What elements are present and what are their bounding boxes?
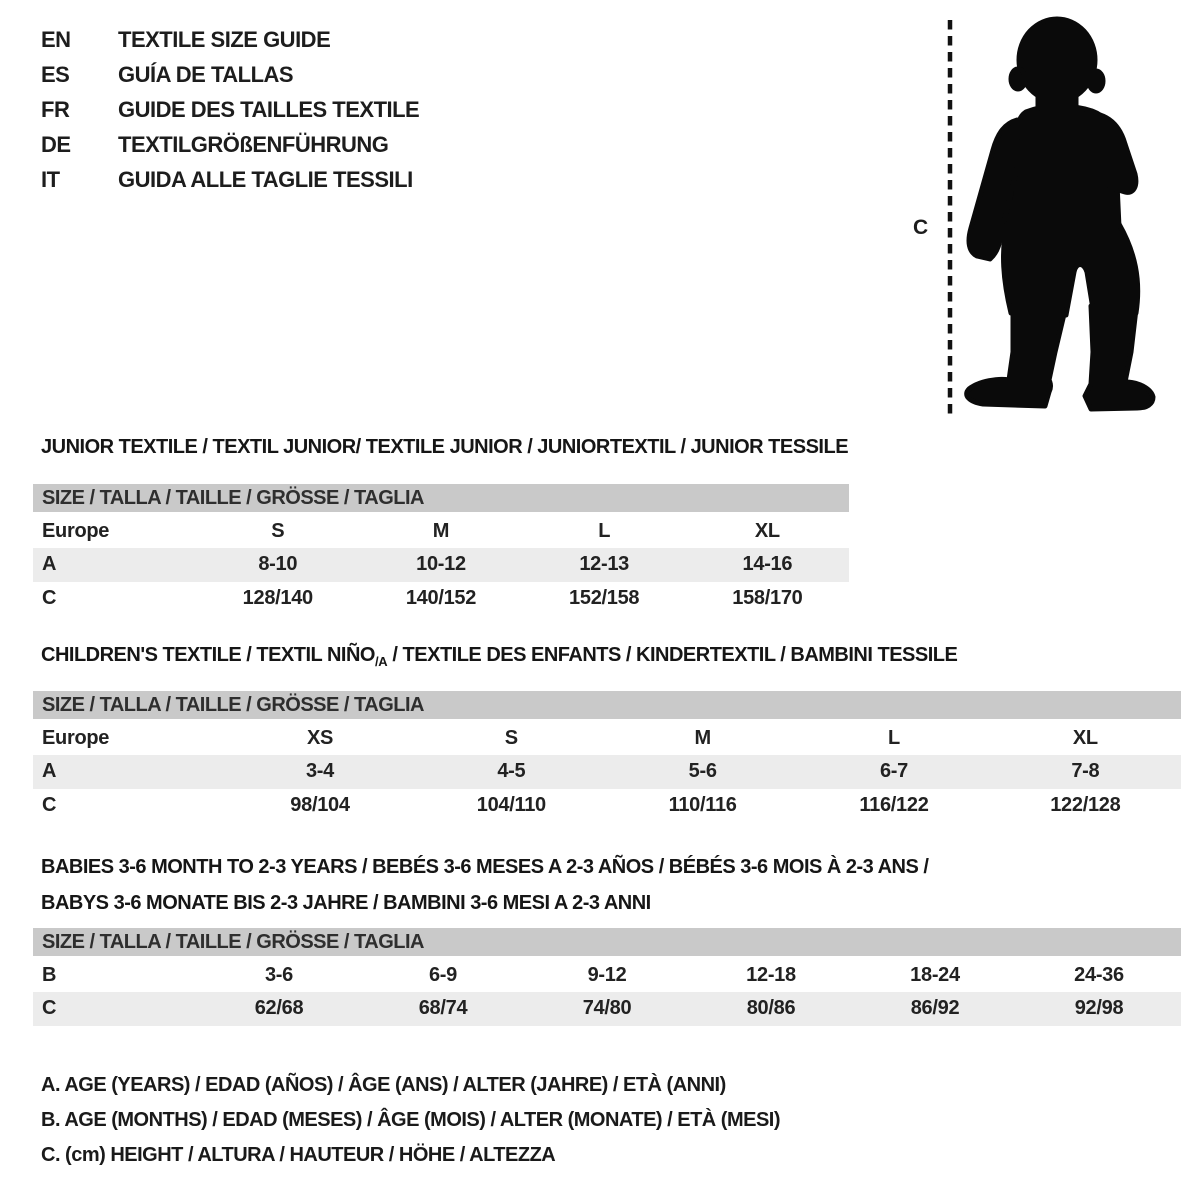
value-cell: 5-6	[688, 760, 717, 782]
value-cell: M	[432, 519, 450, 542]
language-row-it	[41, 167, 419, 202]
language-title: GUIDE DES TAILLES TEXTILE	[118, 97, 420, 122]
value-cell: 92/98	[1074, 997, 1124, 1019]
value-cell: 128/140	[242, 587, 313, 609]
value-cell: 3-4	[305, 760, 334, 782]
size-header-row	[33, 484, 849, 514]
value-cell: 122/128	[1050, 794, 1121, 816]
measure-label-c: C	[913, 216, 929, 239]
language-code: EN	[41, 27, 71, 52]
babies-size-table	[33, 928, 1181, 1026]
legend-notes	[41, 1068, 780, 1173]
language-row-en	[41, 27, 419, 62]
value-cell: 8-10	[258, 553, 298, 575]
children-title-subscript: /A	[374, 654, 388, 669]
row-label-cell: B	[42, 963, 57, 986]
children-section-title	[41, 644, 957, 669]
value-cell: 86/92	[910, 997, 960, 1019]
language-row-de	[41, 132, 419, 167]
value-cell: 116/122	[859, 794, 929, 816]
legend-note-b: B. AGE (MONTHS) / EDAD (MESES) / ÂGE (MOIS) / ALTER (MONATE) / ETÀ (MESI)	[41, 1109, 781, 1131]
language-title: TEXTILGRÖßENFÜHRUNG	[118, 132, 389, 157]
babies-section-title	[41, 849, 928, 921]
value-cell: 104/110	[476, 794, 546, 816]
language-title: GUÍA DE TALLAS	[118, 62, 294, 87]
legend-note-c: C. (cm) HEIGHT / ALTURA / HAUTEUR / HÖHE / ALTEZZA	[41, 1144, 556, 1166]
language-title: GUIDA ALLE TAGLIE TESSILI	[118, 167, 413, 192]
value-cell: XS	[306, 726, 334, 749]
value-cell: 24-36	[1074, 963, 1124, 986]
value-cell: 18-24	[910, 963, 960, 986]
table-row	[33, 958, 1181, 992]
size-header-row	[33, 928, 1181, 958]
value-cell: 74/80	[582, 997, 632, 1019]
size-header-row	[33, 691, 1181, 721]
value-cell: XL	[754, 519, 780, 542]
language-title: TEXTILE SIZE GUIDE	[118, 27, 331, 52]
row-label-cell: C	[42, 794, 57, 816]
table-row	[33, 992, 1181, 1026]
table-row	[33, 548, 849, 582]
table-row	[33, 582, 849, 616]
size-header-cell: SIZE / TALLA / TAILLE / GRÖSSE / TAGLIA	[33, 691, 1181, 721]
language-code: IT	[41, 167, 60, 192]
value-cell: S	[271, 519, 285, 542]
table-row	[33, 514, 849, 548]
children-title-part1: CHILDREN'S TEXTILE / TEXTIL NIÑO	[41, 644, 375, 666]
value-cell: 140/152	[405, 587, 477, 609]
toddler-silhouette	[967, 19, 1153, 409]
value-cell: 12-13	[579, 553, 629, 575]
value-cell: 62/68	[254, 997, 304, 1019]
value-cell: 68/74	[418, 997, 468, 1019]
row-label-cell: A	[42, 760, 57, 782]
toddler-figure	[905, 12, 1160, 422]
language-list	[41, 27, 419, 202]
value-cell: 152/158	[569, 587, 640, 609]
value-cell: 14-16	[742, 553, 793, 575]
row-label-cell: Europe	[42, 726, 110, 749]
value-cell: 98/104	[290, 794, 350, 816]
value-cell: XL	[1072, 726, 1098, 749]
size-header-cell: SIZE / TALLA / TAILLE / GRÖSSE / TAGLIA	[33, 484, 849, 514]
row-label-cell: C	[42, 587, 57, 609]
table-row	[33, 789, 1181, 823]
language-row-fr	[41, 97, 419, 132]
row-label-cell: C	[42, 997, 57, 1019]
table-row	[33, 721, 1181, 755]
value-cell: 3-6	[264, 963, 293, 986]
value-cell: L	[598, 519, 611, 542]
junior-size-table	[33, 484, 849, 616]
babies-title-line1: BABIES 3-6 MONTH TO 2-3 YEARS / BEBÉS 3-6 MESES A 2-3 AÑOS / BÉBÉS 3-6 MOIS À 2-3 ANS /	[41, 856, 929, 878]
value-cell: S	[504, 726, 518, 749]
row-label-cell: A	[42, 553, 57, 575]
children-title-part2: / TEXTILE DES ENFANTS / KINDERTEXTIL / BAMBINI TESSILE	[387, 644, 958, 666]
value-cell: 6-9	[428, 963, 457, 986]
legend-note-a: A. AGE (YEARS) / EDAD (AÑOS) / ÂGE (ANS) / ALTER (JAHRE) / ETÀ (ANNI)	[41, 1074, 726, 1096]
value-cell: 12-18	[746, 963, 796, 986]
babies-title-line2: BABYS 3-6 MONATE BIS 2-3 JAHRE / BAMBINI 3-6 MESI A 2-3 ANNI	[41, 892, 651, 914]
language-row-es	[41, 62, 419, 97]
value-cell: 110/116	[668, 794, 737, 816]
value-cell: 80/86	[746, 997, 796, 1019]
value-cell: L	[888, 726, 900, 749]
row-label-cell: Europe	[42, 519, 110, 542]
language-code: ES	[41, 62, 70, 87]
children-size-table	[33, 691, 1181, 823]
size-header-cell: SIZE / TALLA / TAILLE / GRÖSSE / TAGLIA	[33, 928, 1181, 958]
junior-section-title: JUNIOR TEXTILE / TEXTIL JUNIOR/ TEXTILE JUNIOR / JUNIORTEXTIL / JUNIOR TESSILE	[41, 436, 849, 458]
value-cell: 10-12	[416, 553, 466, 575]
value-cell: 6-7	[879, 760, 908, 782]
language-code: FR	[41, 97, 70, 122]
value-cell: M	[694, 726, 711, 749]
language-code: DE	[41, 132, 71, 157]
value-cell: 158/170	[732, 587, 803, 609]
value-cell: 7-8	[1071, 760, 1100, 782]
value-cell: 9-12	[587, 963, 627, 986]
value-cell: 4-5	[497, 760, 526, 782]
table-row	[33, 755, 1181, 789]
